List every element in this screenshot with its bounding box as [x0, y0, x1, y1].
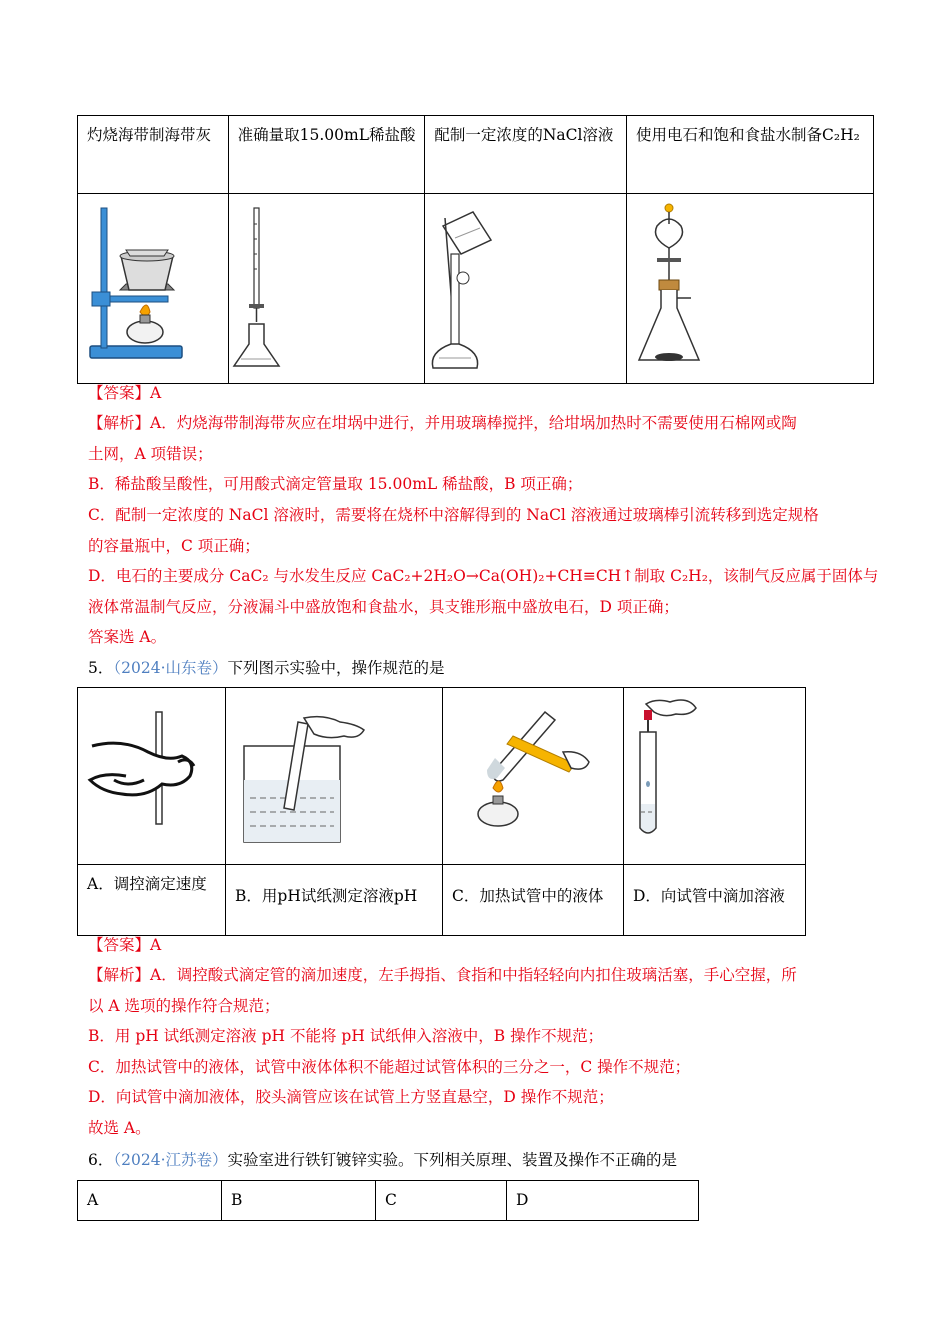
beaker-ph-paper-icon — [226, 688, 440, 860]
q4-analysis-line-4: C．配制一定浓度的 NaCl 溶液时，需要将在烧杯中溶解得到的 NaCl 溶液通过玻璃棒引流转移到选定规格 — [88, 506, 819, 524]
q4-figure-a — [78, 194, 229, 384]
q4-answer: 【答案】A — [88, 384, 162, 402]
q5-stem: 5．（2024·山东卷）下列图示实验中，操作规范的是 — [88, 659, 445, 677]
q5-options-table — [77, 687, 806, 936]
q6-options-table — [77, 1180, 699, 1221]
q5-analysis-line-3: B．用 pH 试纸测定溶液 pH 不能将 pH 试纸伸入溶液中，B 操作不规范； — [88, 1027, 604, 1045]
q4-analysis-line-3: B．稀盐酸呈酸性，可用酸式滴定管量取 15.00mL 稀盐酸，B 项正确； — [88, 475, 583, 493]
test-tube-heating-icon — [443, 688, 621, 860]
q5-option-a: A．调控滴定速度 — [78, 865, 226, 936]
q5-option-b: B．用pH试纸测定溶液pH — [226, 865, 443, 936]
q5-figure-b — [226, 688, 443, 865]
q4-figure-b — [228, 194, 425, 384]
beaker-volumetric-flask-icon — [425, 194, 624, 379]
q5-figure-c — [443, 688, 624, 865]
q6-stem: 6．（2024·江苏卷）实验室进行铁钉镀锌实验。下列相关原理、装置及操作不正确的是 — [88, 1151, 678, 1169]
q4-figure-c — [425, 194, 627, 384]
q6-header-a: A — [78, 1181, 222, 1221]
q5-analysis-line-1: 【解析】A．调控酸式滴定管的滴加速度，左手拇指、食指和中指轻轻向内扣住玻璃活塞，手心空握，所 — [88, 966, 797, 984]
hand-buret-stopcock-icon — [78, 688, 223, 860]
buret-flask-icon — [229, 194, 423, 379]
q6-header-c: C — [376, 1181, 507, 1221]
q4-header-b: 准确量取15.00mL稀盐酸 — [228, 116, 425, 194]
q4-header-a: 灼烧海带制海带灰 — [78, 116, 229, 194]
q5-source: （2024·山东卷） — [113, 659, 228, 677]
q6-header-b: B — [222, 1181, 376, 1221]
q5-option-d: D．向试管中滴加溶液 — [624, 865, 806, 936]
q5-figure-d — [624, 688, 806, 865]
q4-figure-d — [627, 194, 874, 384]
q5-answer: 【答案】A — [88, 936, 162, 954]
q4-header-d: 使用电石和饱和食盐水制备C₂H₂ — [627, 116, 874, 194]
q6-header-d: D — [507, 1181, 699, 1221]
q4-conclusion: 答案选 A。 — [88, 628, 167, 646]
q4-analysis-line-6: D．电石的主要成分 CaC₂ 与水发生反应 CaC₂+2H₂O→Ca(OH)₂+CH≡CH↑制取 C₂H₂，该制气反应属于固体与 — [88, 567, 879, 585]
q5-option-c: C．加热试管中的液体 — [443, 865, 624, 936]
iron-stand-crucible-burner-icon — [78, 194, 226, 379]
q4-analysis-line-1: 【解析】A．灼烧海带制海带灰应在坩埚中进行，并用玻璃棒搅拌，给坩埚加热时不需要使用石棉网或陶 — [88, 414, 797, 432]
dropper-test-tube-icon — [624, 688, 804, 860]
q4-apparatus-table — [77, 115, 874, 384]
q4-analysis-line-2: 土网，A 项错误； — [88, 445, 213, 463]
q6-source: （2024·江苏卷） — [113, 1151, 228, 1169]
funnel-conical-flask-icon — [627, 194, 873, 379]
q4-analysis-line-7: 液体常温制气反应，分液漏斗中盛放饱和食盐水，具支锥形瓶中盛放电石，D 项正确； — [88, 598, 679, 616]
q4-header-c: 配制一定浓度的NaCl溶液 — [425, 116, 627, 194]
q4-analysis-line-5: 的容量瓶中，C 项正确； — [88, 537, 260, 555]
q5-conclusion: 故选 A。 — [88, 1119, 151, 1137]
q5-analysis-line-5: D．向试管中滴加液体，胶头滴管应该在试管上方竖直悬空，D 操作不规范； — [88, 1088, 614, 1106]
q5-analysis-line-2: 以 A 选项的操作符合规范； — [88, 997, 280, 1015]
q5-analysis-line-4: C．加热试管中的液体，试管中液体体积不能超过试管体积的三分之一，C 操作不规范； — [88, 1058, 691, 1076]
q5-figure-a — [78, 688, 226, 865]
